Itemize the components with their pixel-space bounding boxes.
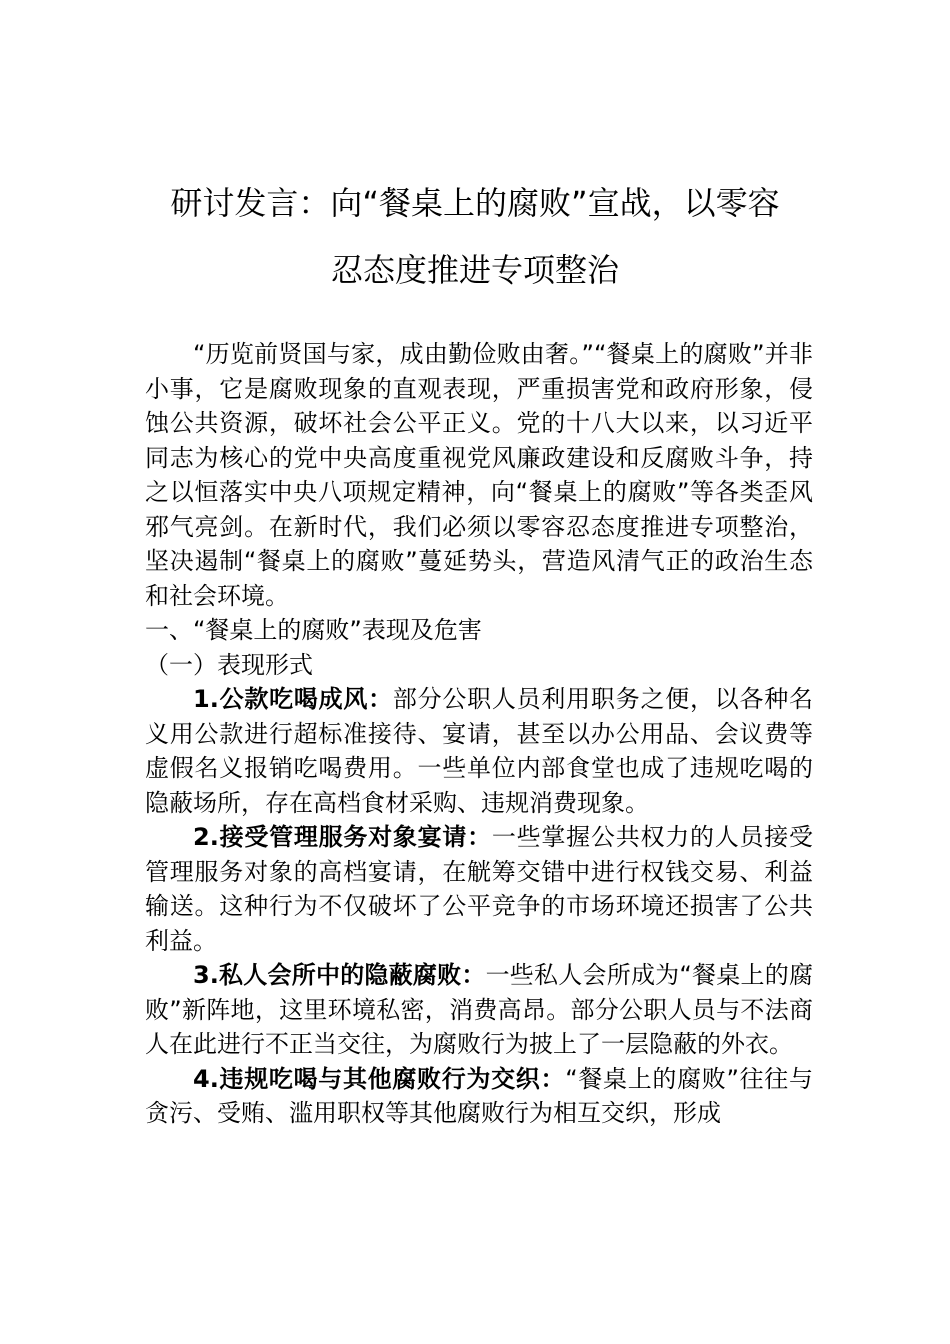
subsection-heading: （一）表现形式	[145, 650, 313, 679]
item-label: 1.公款吃喝成风：	[193, 685, 393, 713]
item-text: “餐桌上的腐败”往往与贪污、受贿、滥用职权等其他腐败行为相互交织，形成	[145, 1064, 813, 1127]
item-label: 3.私人会所中的隐蔽腐败：	[193, 961, 486, 989]
section-heading: 一、“餐桌上的腐败”表现及危害	[145, 616, 482, 644]
item-label: 2.接受管理服务对象宴请：	[193, 823, 492, 851]
list-item	[145, 682, 813, 820]
item-text: 部分公职人员利用职务之便，以各种名义用公款进行超标准接待、宴请，甚至以办公用品、会议费等虚假名义报销吃喝费用。一些单位内部食堂也成了违规吃喝的隐蔽场所，存在高档食材采购、违规消费现象。	[145, 685, 813, 817]
list-item	[145, 1062, 813, 1131]
item-text: 一些私人会所成为“餐桌上的腐败”新阵地，这里环境私密，消费高昂。部分公职人员与不法商人在此进行不正当交往，为腐败行为披上了一层隐蔽的外衣。	[145, 961, 813, 1058]
list-item	[145, 958, 813, 1062]
intro-paragraph: “历览前贤国与家，成由勤俭败由奢。”“餐桌上的腐败”并非小事，它是腐败现象的直观表现，严重损害党和政府形象，侵蚀公共资源，破坏社会公平正义。党的十八大以来，以习近平同志为核心的党中央高度重视党风廉政建设和反腐败斗争，持之以恒落实中央八项规定精神，向“餐桌上的腐败”等各类歪风邪气亮剑。在新时代，我们必须以零容忍态度推进专项整治，坚决遏制“餐桌上的腐败”蔓延势头，营造风清气正的政治生态和社会环境。	[145, 340, 813, 610]
document-body	[145, 337, 813, 1131]
item-label: 4.违规吃喝与其他腐败行为交织：	[193, 1064, 566, 1093]
document-title-line2: 忍态度推进专项整治	[330, 251, 619, 289]
item-text: 一些掌握公共权力的人员接受管理服务对象的高档宴请，在觥筹交错中进行权钱交易、利益输送。这种行为不仅破坏了公平竞争的市场环境还损害了公共利益。	[145, 823, 813, 955]
list-item	[145, 820, 813, 958]
document-title-line1: 研讨发言：向“餐桌上的腐败”宣战，以零容	[170, 184, 780, 222]
